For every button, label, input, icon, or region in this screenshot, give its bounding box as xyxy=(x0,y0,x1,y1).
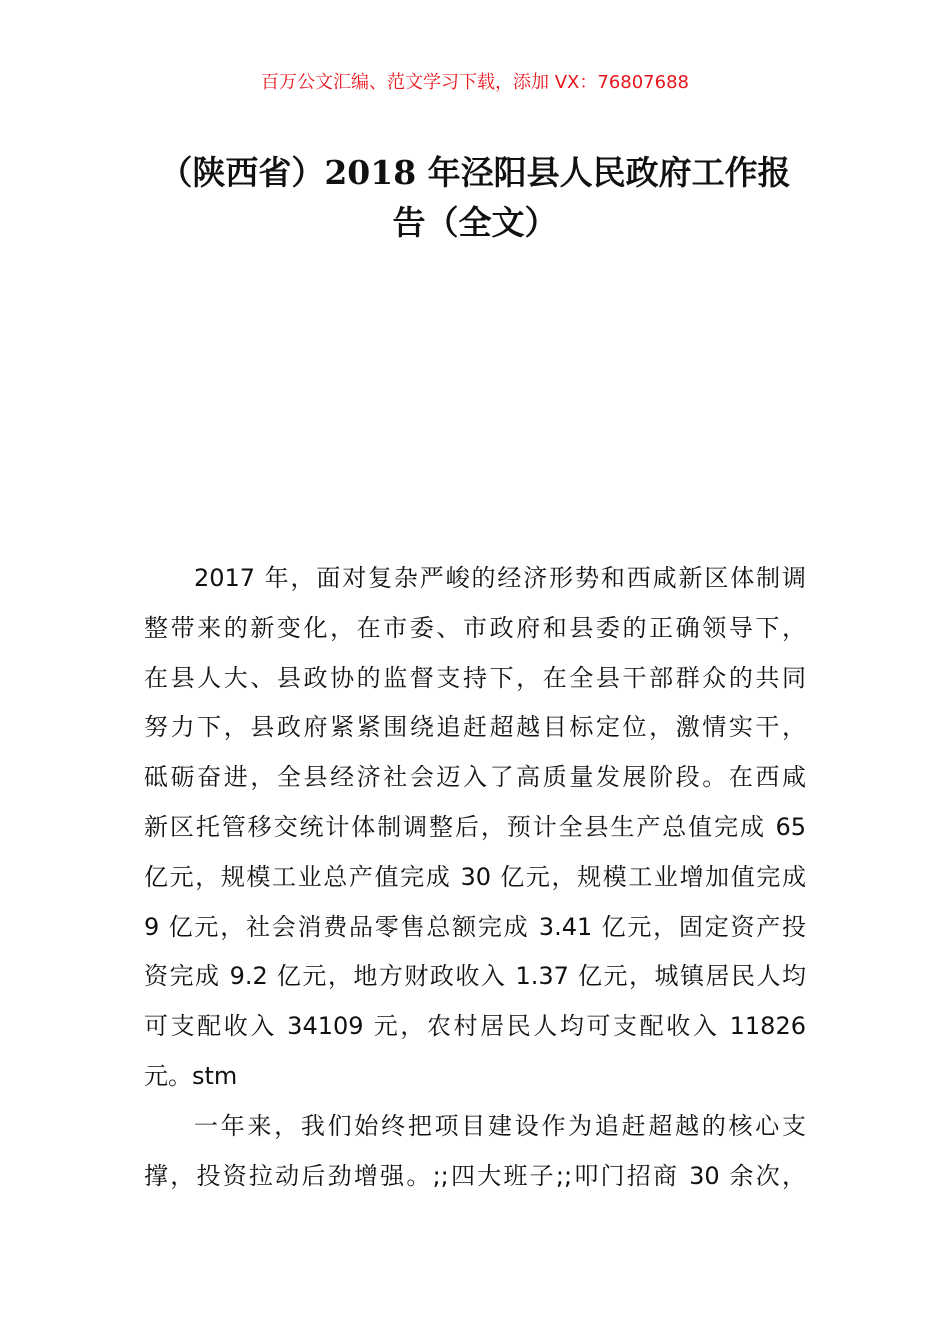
title-line: 告（全文） xyxy=(392,203,558,242)
text-line: 撑，投资拉动后劲增强。;;四大班子;;叩门招商 30 余次， xyxy=(144,1161,806,1190)
paragraph xyxy=(144,554,806,1102)
text-line: 2017 年，面对复杂严峻的经济形势和西咸新区体制调 xyxy=(194,564,806,592)
text-line: 整带来的新变化，在市委、市政府和县委的正确领导下， xyxy=(144,613,806,642)
text-line: 一年来，我们始终把项目建设作为追赶超越的核心支 xyxy=(194,1111,806,1140)
text-line: 9 亿元，社会消费品零售总额完成 3.41 亿元，固定资产投 xyxy=(144,912,806,941)
text-line: 元。stm xyxy=(144,1061,238,1090)
title-line: （陕西省）2018 年泾阳县人民政府工作报 xyxy=(159,153,791,192)
text-line: 可支配收入 34109 元，农村居民人均可支配收入 11826 xyxy=(144,1012,806,1041)
paragraph xyxy=(144,1102,806,1202)
text-line: 努力下，县政府紧紧围绕追赶超越目标定位，激情实干， xyxy=(144,713,806,742)
text-line: 亿元，规模工业总产值完成 30 亿元，规模工业增加值完成 xyxy=(144,862,806,891)
document-body xyxy=(144,554,806,1201)
text-line: 资完成 9.2 亿元，地方财政收入 1.37 亿元，城镇居民人均 xyxy=(144,962,806,991)
watermark-header: 百万公文汇编、范文学习下载，添加 VX：76807688 xyxy=(261,72,689,93)
text-line: 在县人大、县政协的监督支持下，在全县干部群众的共同 xyxy=(144,663,806,692)
text-line: 新区托管移交统计体制调整后，预计全县生产总值完成 65 xyxy=(144,812,806,841)
text-line: 砥砺奋进，全县经济社会迈入了高质量发展阶段。在西咸 xyxy=(144,763,806,792)
document-title xyxy=(140,148,810,248)
